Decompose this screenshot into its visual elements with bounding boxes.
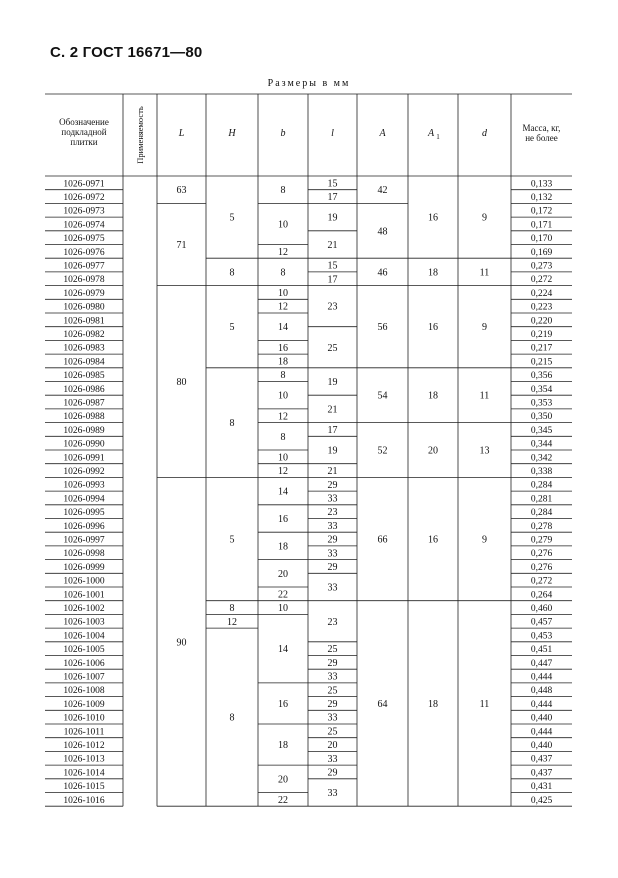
designation-cell: 1026-0974: [63, 220, 105, 231]
designation-cell: 1026-0971: [63, 179, 105, 190]
header-A1: A: [427, 128, 435, 139]
designation-cell: 1026-0997: [63, 535, 105, 546]
H-cell: 8: [229, 603, 235, 615]
A-cell: 42: [377, 185, 388, 197]
header-mass: Масса, кг,: [522, 123, 561, 133]
mass-cell: 0,220: [530, 316, 553, 327]
designation-cell: 1026-0996: [63, 521, 105, 532]
l-cell: 19: [327, 377, 338, 388]
header-A: A: [379, 128, 386, 139]
header-d: d: [482, 128, 487, 139]
L-cell: 80: [176, 377, 187, 388]
mass-cell: 0,172: [530, 206, 553, 217]
b-cell: 16: [278, 514, 288, 525]
mass-cell: 0,354: [530, 384, 553, 395]
l-cell: 25: [327, 644, 338, 656]
l-cell: 33: [327, 753, 338, 765]
l-cell: 29: [327, 479, 338, 491]
l-cell: 29: [327, 561, 338, 573]
l-cell: 23: [327, 301, 338, 313]
mass-cell: 0,219: [530, 330, 553, 340]
H-cell: 8: [229, 418, 235, 430]
designation-cell: 1026-0988: [63, 412, 105, 423]
b-cell: 22: [278, 589, 288, 601]
mass-cell: 0,170: [530, 234, 553, 245]
header-b: b: [280, 128, 286, 139]
header-applicability: Применяемость: [135, 106, 145, 164]
b-cell: 18: [278, 356, 288, 368]
L-cell: 71: [176, 240, 187, 251]
l-cell: 19: [327, 445, 338, 457]
l-cell: 25: [327, 685, 338, 697]
designation-cell: 1026-0990: [63, 439, 105, 450]
dimensions-caption: Размеры в мм: [267, 78, 351, 89]
l-cell: 29: [327, 767, 338, 779]
d-cell: 9: [482, 322, 487, 334]
mass-cell: 0,453: [530, 631, 553, 642]
l-cell: 25: [327, 726, 338, 738]
mass-cell: 0,444: [530, 699, 553, 710]
l-cell: 19: [327, 212, 338, 224]
designation-cell: 1026-0986: [63, 384, 105, 395]
header-A1-subscript: 1: [436, 133, 440, 141]
mass-cell: 0,342: [530, 453, 553, 464]
b-cell: 14: [278, 486, 288, 498]
designation-cell: 1026-0994: [63, 494, 105, 505]
designation-cell: 1026-1004: [63, 631, 105, 642]
d-cell: 9: [482, 534, 487, 546]
A-cell: 54: [377, 390, 388, 402]
designation-cell: 1026-0973: [63, 206, 105, 217]
b-cell: 8: [280, 185, 286, 197]
designation-cell: 1026-0975: [63, 234, 105, 245]
mass-cell: 0,276: [530, 562, 553, 573]
b-cell: 8: [280, 370, 286, 382]
A-cell: 64: [377, 698, 388, 710]
mass-cell: 0,345: [530, 425, 553, 436]
designation-cell: 1026-1005: [63, 645, 105, 656]
L-cell: 63: [176, 185, 187, 197]
b-cell: 10: [278, 219, 288, 231]
l-cell: 21: [327, 404, 338, 416]
b-cell: 16: [278, 698, 288, 710]
mass-cell: 0,444: [530, 727, 553, 738]
b-cell: 12: [278, 246, 288, 258]
mass-cell: 0,281: [530, 494, 553, 505]
designation-cell: 1026-0972: [63, 193, 105, 203]
l-cell: 33: [327, 493, 338, 505]
A1-cell: 18: [428, 267, 438, 279]
d-cell: 13: [479, 445, 490, 457]
designation-cell: 1026-1012: [63, 741, 105, 751]
designation-cell: 1026-1006: [63, 658, 105, 669]
l-cell: 20: [327, 740, 338, 752]
designation-cell: 1026-0981: [63, 316, 105, 327]
header-L: L: [178, 128, 185, 139]
l-cell: 15: [327, 260, 338, 272]
b-cell: 18: [278, 541, 288, 553]
header-H: H: [228, 128, 236, 139]
l-cell: 17: [327, 192, 338, 204]
L-cell: 90: [176, 637, 187, 649]
b-cell: 10: [278, 452, 288, 464]
mass-cell: 0,460: [530, 604, 553, 614]
b-cell: 14: [278, 322, 288, 334]
H-cell: 12: [227, 616, 237, 628]
A-cell: 56: [377, 322, 388, 334]
l-cell: 17: [327, 274, 338, 286]
mass-cell: 0,223: [530, 302, 553, 313]
designation-cell: 1026-0977: [63, 261, 105, 272]
mass-cell: 0,279: [530, 535, 553, 546]
designation-cell: 1026-0999: [63, 562, 105, 573]
H-cell: 5: [229, 322, 235, 334]
page-header: С. 2 ГОСТ 16671—80: [50, 44, 203, 61]
A1-cell: 16: [428, 534, 438, 546]
d-cell: 9: [482, 212, 487, 224]
mass-cell: 0,276: [530, 549, 553, 560]
mass-cell: 0,272: [530, 576, 553, 587]
header-designation: плитки: [70, 137, 98, 147]
mass-cell: 0,457: [530, 617, 553, 628]
b-cell: 10: [278, 603, 288, 615]
l-cell: 15: [327, 178, 338, 190]
mass-cell: 0,425: [530, 795, 553, 806]
mass-cell: 0,169: [530, 247, 553, 258]
designation-cell: 1026-1002: [63, 604, 105, 614]
A-cell: 48: [377, 226, 388, 238]
b-cell: 20: [278, 568, 288, 580]
l-cell: 33: [327, 788, 338, 799]
mass-cell: 0,264: [530, 590, 553, 601]
mass-cell: 0,278: [530, 521, 553, 532]
d-cell: 11: [479, 698, 490, 710]
designation-cell: 1026-1007: [63, 672, 105, 683]
mass-cell: 0,344: [530, 439, 553, 450]
mass-cell: 0,273: [530, 261, 553, 272]
designation-cell: 1026-1000: [63, 576, 105, 587]
l-cell: 25: [327, 342, 338, 354]
mass-cell: 0,217: [530, 343, 553, 354]
b-cell: 10: [278, 390, 288, 402]
b-cell: 8: [280, 267, 286, 279]
b-cell: 20: [278, 774, 288, 786]
header-mass: не более: [525, 133, 558, 143]
header-designation: Обозначение: [59, 117, 109, 127]
b-cell: 16: [278, 342, 288, 354]
A1-cell: 18: [428, 698, 438, 710]
H-cell: 5: [229, 212, 235, 224]
designation-cell: 1026-0979: [63, 288, 105, 299]
A1-cell: 16: [428, 212, 438, 224]
l-cell: 21: [327, 240, 338, 251]
H-cell: 5: [229, 534, 235, 546]
designation-cell: 1026-0984: [63, 357, 105, 368]
b-cell: 18: [278, 740, 288, 752]
l-cell: 33: [327, 671, 338, 683]
b-cell: 22: [278, 794, 288, 806]
l-cell: 33: [327, 712, 338, 724]
mass-cell: 0,350: [530, 412, 553, 423]
mass-cell: 0,356: [530, 371, 553, 382]
l-cell: 17: [327, 424, 338, 436]
mass-cell: 0,440: [530, 741, 553, 751]
mass-cell: 0,215: [530, 357, 553, 368]
mass-cell: 0,133: [530, 179, 553, 190]
b-cell: 12: [278, 466, 288, 478]
designation-cell: 1026-0991: [63, 453, 105, 464]
designation-cell: 1026-0998: [63, 549, 105, 560]
mass-cell: 0,353: [530, 398, 553, 409]
designation-cell: 1026-1008: [63, 686, 105, 697]
designation-cell: 1026-0983: [63, 343, 105, 354]
designation-cell: 1026-0976: [63, 247, 105, 258]
mass-cell: 0,451: [530, 645, 553, 656]
d-cell: 11: [479, 390, 490, 402]
mass-cell: 0,440: [530, 713, 553, 724]
designation-cell: 1026-0993: [63, 480, 105, 491]
b-cell: 10: [278, 287, 288, 299]
mass-cell: 0,284: [530, 508, 553, 519]
mass-cell: 0,132: [530, 193, 553, 203]
header-designation: подкладной: [61, 127, 107, 137]
mass-cell: 0,444: [530, 672, 553, 683]
mass-cell: 0,437: [530, 768, 553, 779]
mass-cell: 0,431: [530, 782, 553, 793]
designation-cell: 1026-1003: [63, 617, 105, 628]
l-cell: 23: [327, 507, 338, 519]
designation-cell: 1026-0985: [63, 371, 105, 382]
designation-cell: 1026-0982: [63, 330, 105, 340]
designation-cell: 1026-1016: [63, 795, 105, 806]
mass-cell: 0,171: [530, 220, 553, 231]
designation-cell: 1026-0995: [63, 508, 105, 519]
l-cell: 21: [327, 466, 338, 478]
mass-cell: 0,284: [530, 480, 553, 491]
designation-cell: 1026-1001: [63, 590, 105, 601]
designation-cell: 1026-0989: [63, 425, 105, 436]
b-cell: 8: [280, 431, 286, 443]
designation-cell: 1026-0978: [63, 275, 105, 286]
b-cell: 12: [278, 411, 288, 423]
designation-cell: 1026-1011: [63, 727, 105, 738]
mass-cell: 0,447: [530, 658, 553, 669]
l-cell: 29: [327, 534, 338, 546]
l-cell: 29: [327, 657, 338, 669]
l-cell: 23: [327, 616, 338, 628]
A-cell: 46: [377, 267, 388, 279]
A1-cell: 16: [428, 322, 438, 334]
A-cell: 52: [377, 445, 388, 457]
l-cell: 33: [327, 548, 338, 560]
designation-cell: 1026-1010: [63, 713, 105, 724]
designation-cell: 1026-1009: [63, 699, 105, 710]
b-cell: 14: [278, 644, 288, 656]
designation-cell: 1026-1015: [63, 782, 105, 793]
H-cell: 8: [229, 712, 235, 724]
l-cell: 33: [327, 582, 338, 594]
mass-cell: 0,437: [530, 754, 553, 765]
A1-cell: 20: [428, 445, 438, 457]
A-cell: 66: [377, 534, 388, 546]
l-cell: 29: [327, 698, 338, 710]
designation-cell: 1026-0992: [63, 467, 105, 477]
b-cell: 12: [278, 301, 288, 313]
header-l: l: [331, 128, 334, 139]
mass-cell: 0,272: [530, 275, 553, 286]
A1-cell: 18: [428, 390, 438, 402]
mass-cell: 0,448: [530, 686, 553, 697]
H-cell: 8: [229, 267, 235, 279]
designation-cell: 1026-0980: [63, 302, 105, 313]
designation-cell: 1026-0987: [63, 398, 105, 409]
designation-cell: 1026-1013: [63, 754, 105, 765]
d-cell: 11: [479, 267, 490, 279]
mass-cell: 0,338: [530, 467, 553, 477]
designation-cell: 1026-1014: [63, 768, 105, 779]
mass-cell: 0,224: [530, 288, 553, 299]
l-cell: 33: [327, 520, 338, 532]
